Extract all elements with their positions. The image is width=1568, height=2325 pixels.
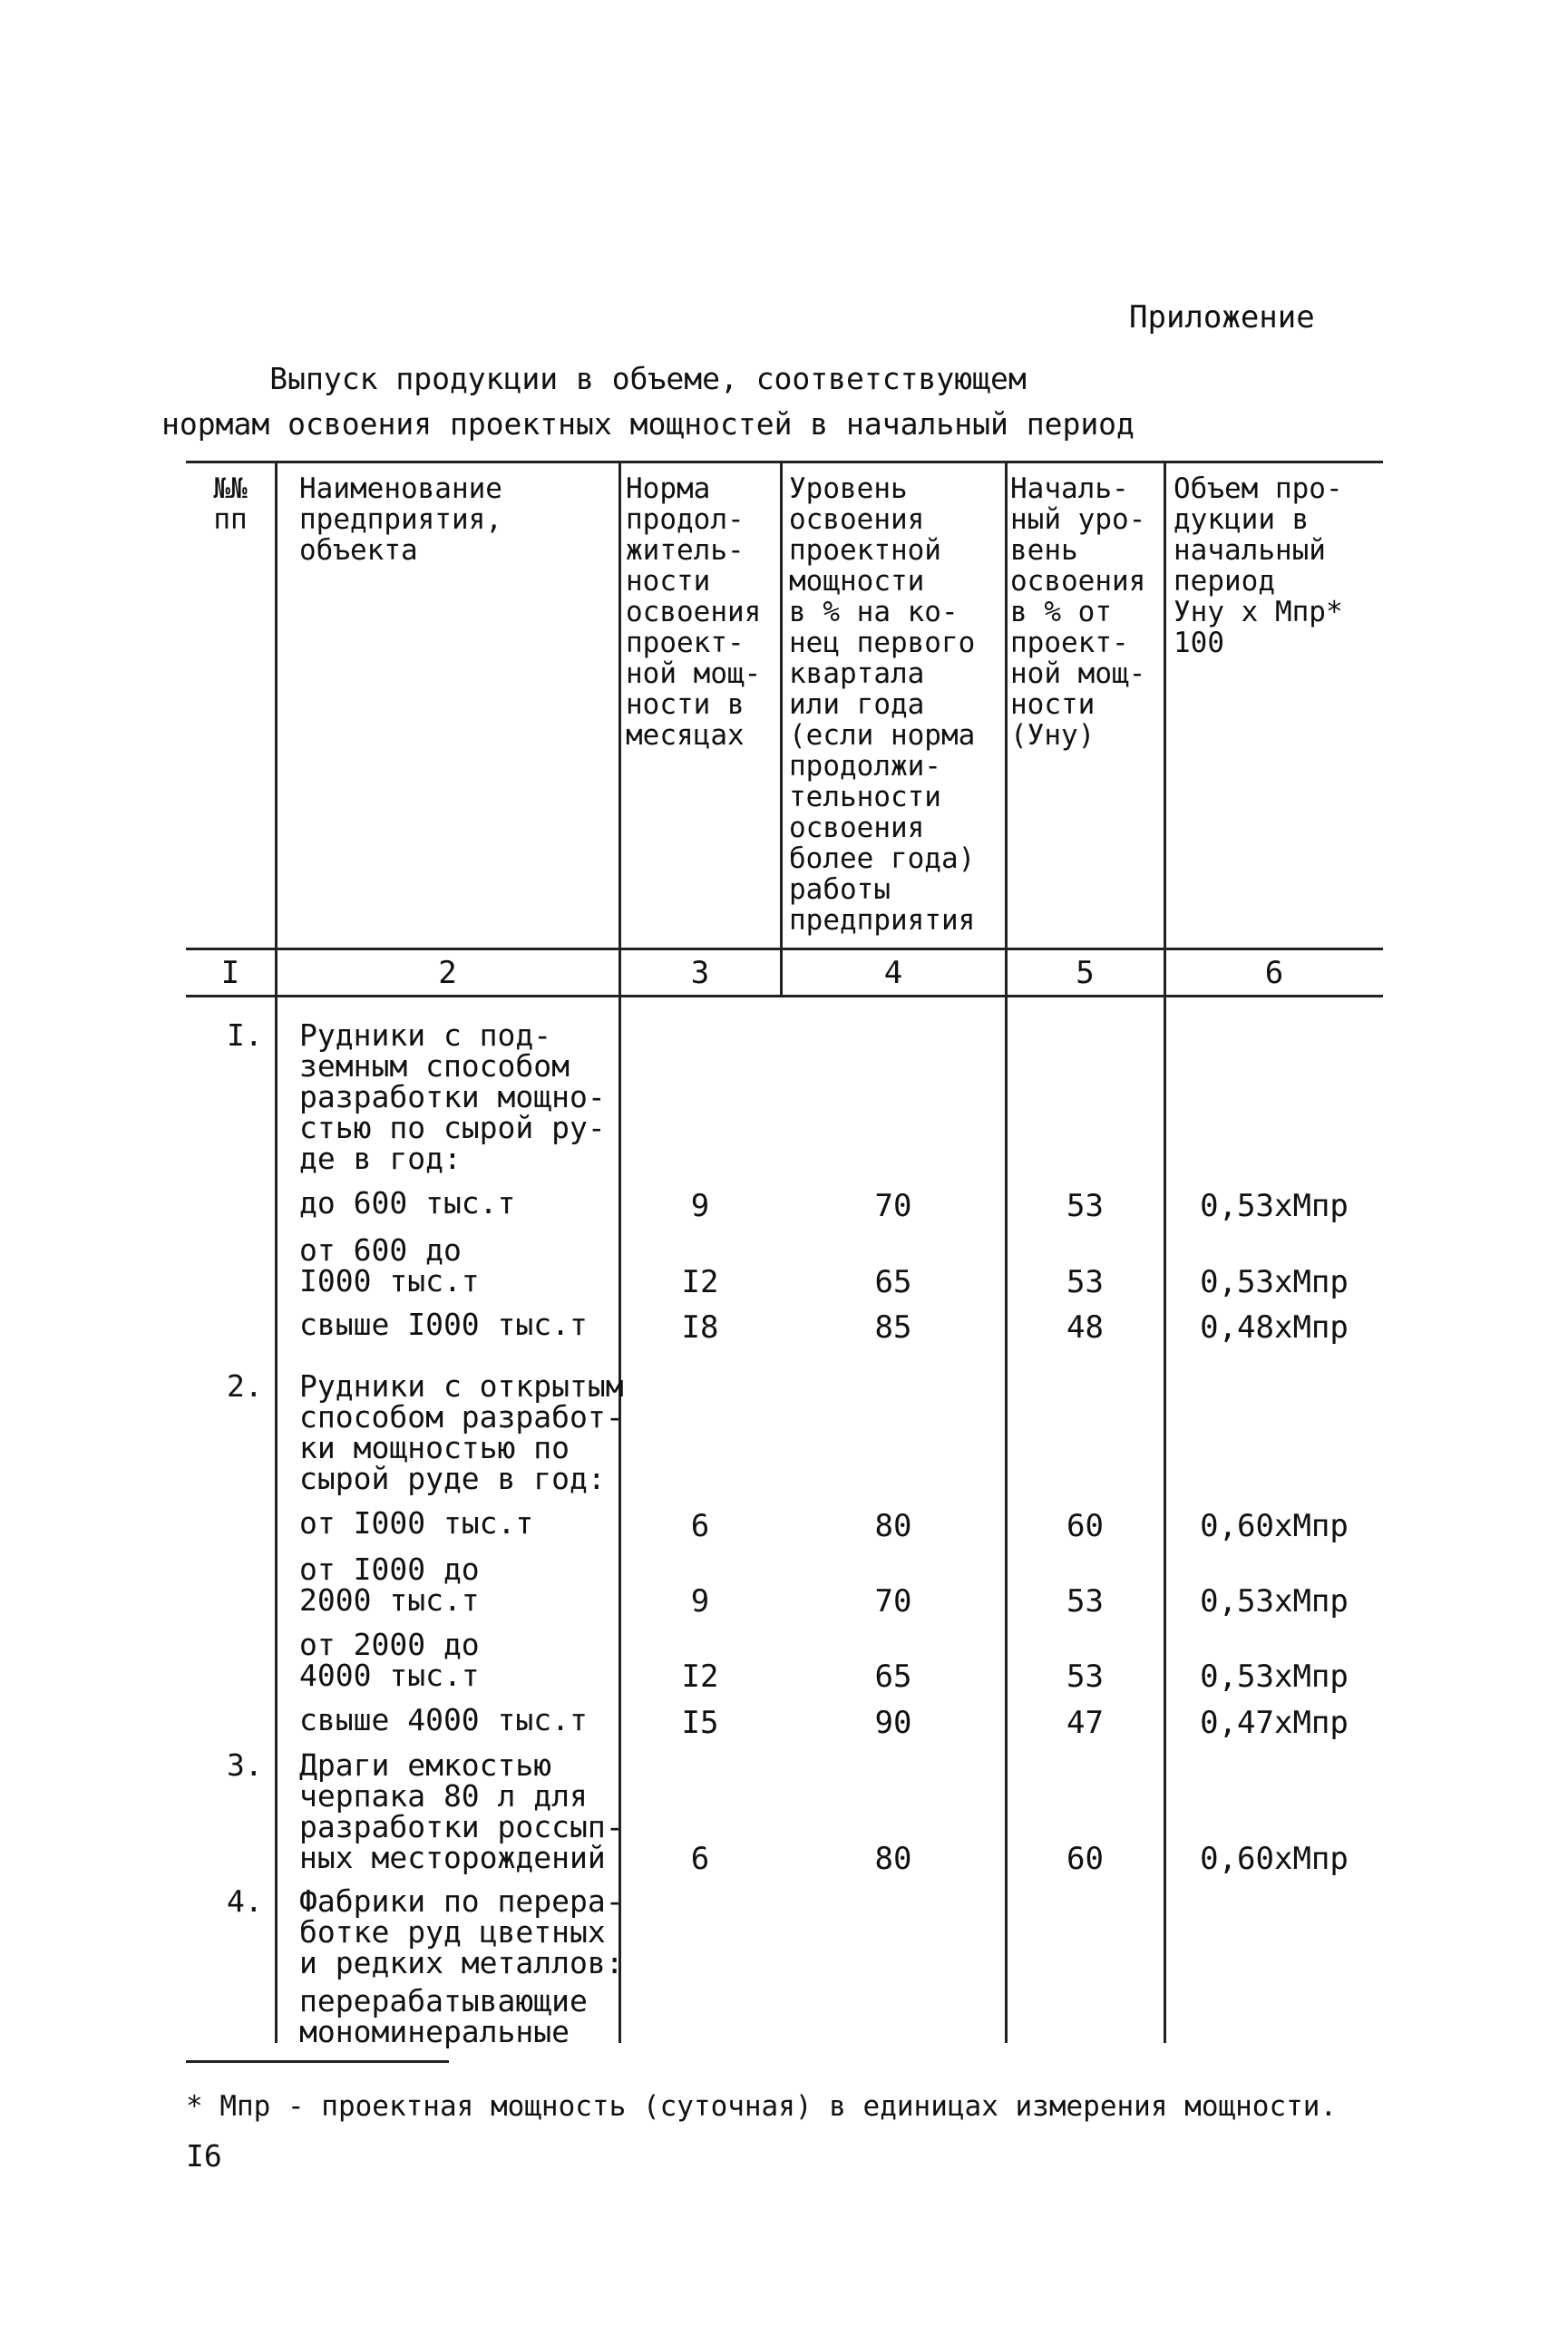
- header-col-5: Началь- ный уро- вень освоения в % от проект- ной мощ- ности (Уну): [1010, 472, 1146, 752]
- group-3-row-1-c3: 6: [690, 1841, 710, 1877]
- group-1-row-3-c3: I8: [681, 1309, 719, 1346]
- group-1-number: I.: [227, 1017, 263, 1053]
- group-2-row-2-c3: 9: [690, 1583, 710, 1620]
- group-2-row-4-c4: 90: [874, 1705, 912, 1741]
- header-bottom-rule: [186, 948, 1383, 950]
- group-1-row-1-c3: 9: [690, 1188, 710, 1224]
- col-divider-4: [1005, 461, 1008, 2043]
- col-number-5: 5: [1076, 955, 1095, 991]
- group-1-row-3-c6: 0,48хМпр: [1200, 1309, 1349, 1346]
- group-2-row-1-c6: 0,60хМпр: [1200, 1508, 1349, 1544]
- group-3-row-1-c5: 60: [1066, 1841, 1104, 1877]
- group-1-row-1-c5: 53: [1066, 1188, 1104, 1224]
- col-number-2: 2: [438, 955, 457, 991]
- group-1-row-2-name: от 600 до I000 тыс.т: [299, 1232, 480, 1299]
- col-number-3: 3: [690, 955, 710, 991]
- group-2-row-4-c3: I5: [681, 1705, 719, 1741]
- appendix-label: Приложение: [1129, 299, 1315, 336]
- col-number-6: 6: [1264, 955, 1284, 991]
- group-2-row-2-c6: 0,53хМпр: [1200, 1583, 1349, 1620]
- page-number: I6: [186, 2138, 222, 2174]
- footnote: * Мпр - проектная мощность (суточная) в единицах измерения мощности.: [186, 2090, 1338, 2123]
- group-2-row-3-name: от 2000 до 4000 тыс.т: [299, 1627, 480, 1693]
- group-3-row-1-c6: 0,60хМпр: [1200, 1841, 1349, 1877]
- group-1-row-1-name: до 600 тыс.т: [299, 1185, 516, 1221]
- table-top-rule: [186, 461, 1383, 463]
- group-4-title: Фабрики по перера- ботке руд цветных и редких металлов:: [299, 1883, 624, 1980]
- group-4-row-1-name: перерабатывающие мономинеральные: [299, 1983, 588, 2049]
- group-2-number: 2.: [227, 1368, 263, 1404]
- group-2-row-3-c3: I2: [681, 1659, 719, 1695]
- group-2-row-2-c4: 70: [874, 1583, 912, 1620]
- group-2-row-2-c5: 53: [1066, 1583, 1104, 1620]
- group-1-row-2-c4: 65: [874, 1264, 912, 1300]
- group-1-row-1-c4: 70: [874, 1188, 912, 1224]
- group-2-row-3-c6: 0,53хМпр: [1200, 1659, 1349, 1695]
- group-2-row-3-c4: 65: [874, 1659, 912, 1695]
- group-2-row-1-c3: 6: [690, 1508, 710, 1544]
- group-2-title: Рудники с открытым способом разработ- ки мощностью по сырой руде в год:: [299, 1368, 624, 1496]
- group-4-number: 4.: [227, 1883, 263, 1919]
- group-2-row-4-c6: 0,47хМпр: [1200, 1705, 1349, 1741]
- col-number-1: I: [220, 955, 240, 991]
- group-2-row-1-c5: 60: [1066, 1508, 1104, 1544]
- group-1-row-2-c3: I2: [681, 1264, 719, 1300]
- header-col-3: Норма продол- житель- ности освоения проект- ной мощ- ности в месяцах: [626, 472, 762, 752]
- group-1-title: Рудники с под- земным способом разработки мощно- стью по сырой ру- де в год:: [299, 1017, 606, 1176]
- footnote-rule: [186, 2060, 449, 2063]
- group-2-row-4-name: свыше 4000 тыс.т: [299, 1702, 588, 1737]
- group-1-row-2-c6: 0,53хМпр: [1200, 1264, 1349, 1300]
- col-number-4: 4: [883, 955, 903, 991]
- group-2-row-2-name: от I000 до 2000 тыс.т: [299, 1552, 480, 1618]
- header-col-1: №№ пп: [213, 472, 248, 536]
- group-2-row-1-name: от I000 тыс.т: [299, 1505, 534, 1541]
- col-divider-1: [275, 461, 278, 2043]
- number-row-bottom-rule: [186, 995, 1383, 997]
- group-1-row-1-c6: 0,53хМпр: [1200, 1188, 1349, 1224]
- title-line-2: нормам освоения проектных мощностей в начальный период: [161, 406, 1135, 442]
- header-col-2: Наименование предприятия, объекта: [299, 472, 502, 567]
- header-col-4: Уровень освоения проектной мощности в % на ко- нец первого квартала или года (если норма продолжи- тельности освоения более года) работы предприятия: [789, 472, 976, 937]
- title-line-1: Выпуск продукции в объеме, соответствующем: [269, 361, 1027, 396]
- col-divider-3: [780, 461, 783, 996]
- group-2-row-1-c4: 80: [874, 1508, 912, 1544]
- col-divider-5: [1164, 461, 1166, 2043]
- group-3-number: 3.: [227, 1747, 263, 1783]
- group-3-title: Драги емкостью черпака 80 л для разработки россып- ных месторождений: [299, 1747, 624, 1875]
- group-2-row-3-c5: 53: [1066, 1659, 1104, 1695]
- group-1-row-2-c5: 53: [1066, 1264, 1104, 1300]
- group-1-row-3-name: свыше I000 тыс.т: [299, 1307, 588, 1342]
- group-1-row-3-c4: 85: [874, 1309, 912, 1346]
- header-col-6: Объем про- дукции в начальный период Уну x Мпр* 100: [1174, 472, 1343, 659]
- group-2-row-4-c5: 47: [1066, 1705, 1104, 1741]
- group-3-row-1-c4: 80: [874, 1841, 912, 1877]
- group-1-row-3-c5: 48: [1066, 1309, 1104, 1346]
